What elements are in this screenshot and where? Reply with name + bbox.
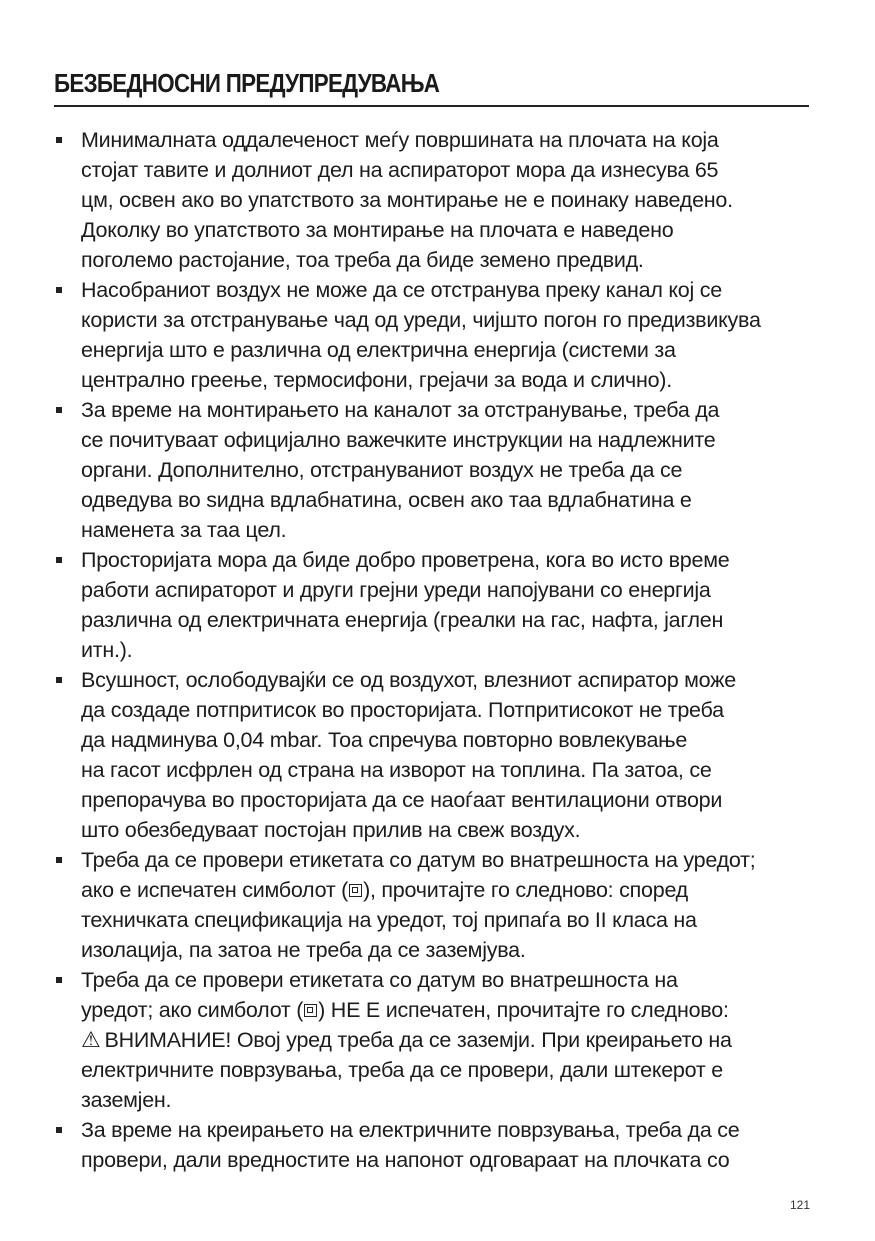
- list-item-text: Просторијата мора да биде добро проветрена, кога во исто време работи аспираторот и други грејни уреди напојувани со енергија различна од електричната енергија (греалки на гас, нафта, јаглен итн.).: [81, 548, 730, 662]
- list-item-text: За време на креирањето на електричните поврзувања, треба да се провери, дали вредностите на напонот одговараат на плочката со: [81, 1118, 740, 1172]
- square-bullet-icon: [56, 557, 62, 563]
- list-item-text: Насобраниот воздух не може да се отстранува преку канал кој се користи за отстранување чад од уреди, чијшто погон го предизвикува енергија што е различна од електрична енергија (системи за централно греење, термосифони, грејачи за вода и слично).: [81, 278, 761, 392]
- list-item-text: Минималната оддалеченост меѓу површината на плочата на која стојат тавите и долниот дел на аспираторот мора да изнесува 65 цм, освен ако во упатството за монтирање не е поинаку наведено. Доколку во упатството за монтирање на плочата е наведено поголемо растојание, тоа треба да биде земено предвид.: [81, 128, 733, 272]
- list-item-class2-symbol-present: [54, 845, 814, 965]
- square-bullet-icon: [56, 287, 62, 293]
- square-bullet-icon: [56, 407, 62, 413]
- page-number: 121: [789, 1198, 810, 1212]
- warning-triangle-icon: ⚠: [81, 1027, 101, 1052]
- list-item-text: Треба да се провери етикетата со датум во внатрешноста на уредот; ако е испечатен симболот ( ), прочитајте го следново: според техничката спецификација на уредот, тој припаѓа во II класа на изолација, па затоа не треба да се заземјува.: [81, 848, 756, 962]
- list-item-exhaust-channel: [54, 275, 814, 395]
- square-bullet-icon: [56, 677, 62, 683]
- square-bullet-icon: [56, 977, 62, 983]
- list-item-ventilation: [54, 545, 814, 665]
- double-square-icon: [304, 1004, 317, 1017]
- list-item-voltage-check: [54, 1115, 814, 1175]
- list-item-text: Всушност, ослободувајќи се од воздухот, влезниот аспиратор може да создаде потпритисок во просторијата. Потпритисокот не треба да надминува 0,04 mbar. Тоа спречува повторно вовлекување на гасот исфрлен од страна на изворот на топлина. Па затоа, се препорачува во просторијата да се наоѓаат вентилациони отвори што обезбедуваат постојан прилив на свеж воздух.: [81, 668, 736, 842]
- list-item-official-instructions: [54, 395, 814, 545]
- list-item-underpressure: [54, 665, 814, 845]
- list-item-class2-symbol-absent: [54, 965, 814, 1115]
- double-square-icon: [349, 884, 362, 897]
- list-item-text: Треба да се провери етикетата со датум во внатрешноста на уредот; ако симболот ( ) НЕ Е испечатен, прочитајте го следново: ⚠ ВНИМАНИЕ! Овој уред треба да се заземји. При креирањето на електричните поврзувања, треба да се провери, дали штекерот е заземјен.: [81, 968, 732, 1112]
- title-underline: [54, 105, 809, 107]
- page-title: БЕЗБЕДНОСНИ ПРЕДУПРЕДУВАЊА: [54, 68, 440, 98]
- square-bullet-icon: [56, 857, 62, 863]
- list-item-text: За време на монтирањето на каналот за отстранување, треба да се почитуваат официјално важечките инструкции на надлежните органи. Дополнително, отстрануваниот воздух не треба да се одведува во ѕидна вдлабнатина, освен ако таа вдлабнатина е наменета за таа цел.: [81, 398, 720, 542]
- square-bullet-icon: [56, 137, 62, 143]
- safety-warnings-list: [54, 125, 814, 1175]
- list-item-min-distance: [54, 125, 814, 275]
- square-bullet-icon: [56, 1127, 62, 1133]
